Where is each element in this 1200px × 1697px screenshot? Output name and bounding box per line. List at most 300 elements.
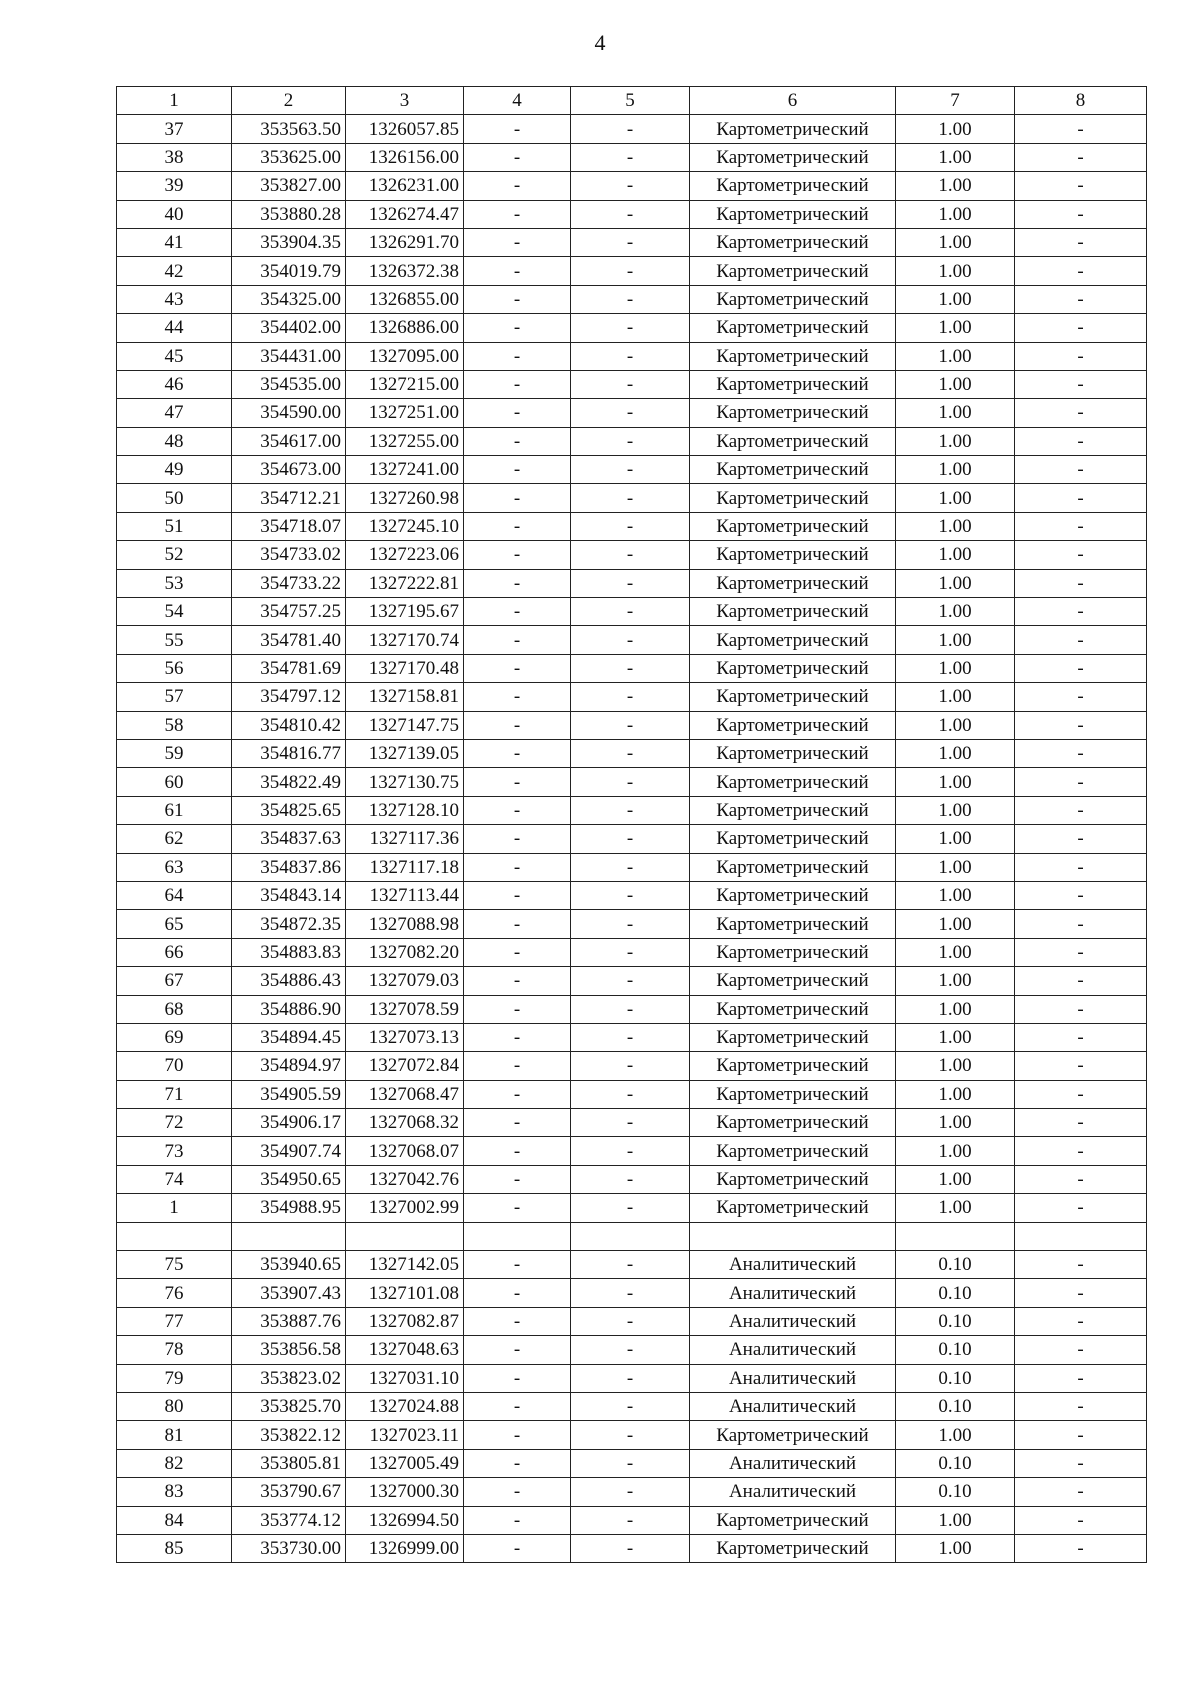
- x-coordinate-cell: 354837.63: [232, 825, 346, 853]
- method-cell: Картометрический: [690, 825, 896, 853]
- x-coordinate-cell: 354781.69: [232, 654, 346, 682]
- column-8-cell: -: [1015, 1194, 1147, 1222]
- table-row: [117, 711, 1147, 739]
- method-cell: Картометрический: [690, 1080, 896, 1108]
- x-coordinate-cell: 354590.00: [232, 399, 346, 427]
- column-8-cell: -: [1015, 484, 1147, 512]
- x-coordinate-cell: 353730.00: [232, 1534, 346, 1562]
- method-cell: Картометрический: [690, 1052, 896, 1080]
- accuracy-cell: 1.00: [896, 427, 1015, 455]
- x-coordinate-cell: 354843.14: [232, 881, 346, 909]
- method-cell: Картометрический: [690, 342, 896, 370]
- y-coordinate-cell: [346, 1222, 464, 1250]
- column-5-cell: -: [571, 1023, 690, 1051]
- x-coordinate-cell: 354019.79: [232, 257, 346, 285]
- x-coordinate-cell: 353827.00: [232, 172, 346, 200]
- column-4-cell: -: [464, 1165, 571, 1193]
- column-8-cell: -: [1015, 1279, 1147, 1307]
- y-coordinate-cell: 1327005.49: [346, 1449, 464, 1477]
- point-number-cell: 59: [117, 739, 232, 767]
- y-coordinate-cell: 1327195.67: [346, 598, 464, 626]
- column-4-cell: -: [464, 910, 571, 938]
- table-row: [117, 626, 1147, 654]
- y-coordinate-cell: 1327068.32: [346, 1109, 464, 1137]
- accuracy-cell: 0.10: [896, 1251, 1015, 1279]
- y-coordinate-cell: 1326291.70: [346, 228, 464, 256]
- method-cell: Аналитический: [690, 1279, 896, 1307]
- table-row: [117, 1251, 1147, 1279]
- point-number-cell: 62: [117, 825, 232, 853]
- accuracy-cell: 1.00: [896, 1194, 1015, 1222]
- point-number-cell: 68: [117, 995, 232, 1023]
- method-cell: Картометрический: [690, 1194, 896, 1222]
- x-coordinate-cell: 354872.35: [232, 910, 346, 938]
- column-8-cell: -: [1015, 796, 1147, 824]
- y-coordinate-cell: 1327113.44: [346, 881, 464, 909]
- column-8-cell: -: [1015, 967, 1147, 995]
- column-4-cell: -: [464, 1478, 571, 1506]
- column-5-cell: -: [571, 768, 690, 796]
- accuracy-cell: 1.00: [896, 598, 1015, 626]
- x-coordinate-cell: 354431.00: [232, 342, 346, 370]
- method-cell: Картометрический: [690, 228, 896, 256]
- column-5-cell: -: [571, 1506, 690, 1534]
- accuracy-cell: [896, 1222, 1015, 1250]
- y-coordinate-cell: 1327147.75: [346, 711, 464, 739]
- column-8-cell: -: [1015, 143, 1147, 171]
- point-number-cell: 79: [117, 1364, 232, 1392]
- accuracy-cell: 1.00: [896, 768, 1015, 796]
- y-coordinate-cell: 1327031.10: [346, 1364, 464, 1392]
- y-coordinate-cell: 1326274.47: [346, 200, 464, 228]
- column-8-cell: -: [1015, 1109, 1147, 1137]
- x-coordinate-cell: 354402.00: [232, 314, 346, 342]
- column-8-cell: -: [1015, 342, 1147, 370]
- accuracy-cell: 1.00: [896, 825, 1015, 853]
- accuracy-cell: 1.00: [896, 739, 1015, 767]
- column-5-cell: -: [571, 1137, 690, 1165]
- column-8-cell: -: [1015, 541, 1147, 569]
- column-8-cell: -: [1015, 995, 1147, 1023]
- column-5-cell: -: [571, 910, 690, 938]
- column-5-cell: -: [571, 399, 690, 427]
- x-coordinate-cell: 353940.65: [232, 1251, 346, 1279]
- column-8-cell: -: [1015, 399, 1147, 427]
- column-8-cell: -: [1015, 314, 1147, 342]
- table-row: [117, 456, 1147, 484]
- table-row: [117, 285, 1147, 313]
- table-row: [117, 427, 1147, 455]
- column-5-cell: -: [571, 115, 690, 143]
- column-4-cell: -: [464, 881, 571, 909]
- column-5-cell: -: [571, 1052, 690, 1080]
- table-row: [117, 938, 1147, 966]
- point-number-cell: 77: [117, 1307, 232, 1335]
- x-coordinate-cell: 354797.12: [232, 683, 346, 711]
- accuracy-cell: 1.00: [896, 796, 1015, 824]
- column-4-cell: -: [464, 1506, 571, 1534]
- table-row: [117, 881, 1147, 909]
- x-coordinate-cell: 354837.86: [232, 853, 346, 881]
- method-cell: Картометрический: [690, 285, 896, 313]
- accuracy-cell: 1.00: [896, 484, 1015, 512]
- column-8-cell: -: [1015, 825, 1147, 853]
- accuracy-cell: 1.00: [896, 853, 1015, 881]
- accuracy-cell: 0.10: [896, 1364, 1015, 1392]
- column-5-cell: -: [571, 739, 690, 767]
- column-8-cell: -: [1015, 1137, 1147, 1165]
- accuracy-cell: 1.00: [896, 1534, 1015, 1562]
- column-4-cell: -: [464, 569, 571, 597]
- column-5-cell: -: [571, 881, 690, 909]
- column-4-cell: -: [464, 399, 571, 427]
- y-coordinate-cell: 1327222.81: [346, 569, 464, 597]
- method-cell: Аналитический: [690, 1449, 896, 1477]
- header-cell-1: 1: [117, 87, 232, 115]
- table-row: [117, 1364, 1147, 1392]
- y-coordinate-cell: 1327260.98: [346, 484, 464, 512]
- column-4-cell: -: [464, 257, 571, 285]
- column-5-cell: -: [571, 796, 690, 824]
- method-cell: Картометрический: [690, 541, 896, 569]
- column-4-cell: -: [464, 1251, 571, 1279]
- column-8-cell: -: [1015, 739, 1147, 767]
- y-coordinate-cell: 1327223.06: [346, 541, 464, 569]
- point-number-cell: 47: [117, 399, 232, 427]
- column-5-cell: -: [571, 484, 690, 512]
- column-5-cell: -: [571, 228, 690, 256]
- method-cell: Картометрический: [690, 456, 896, 484]
- accuracy-cell: 0.10: [896, 1478, 1015, 1506]
- column-5-cell: -: [571, 1421, 690, 1449]
- table-row: [117, 1449, 1147, 1477]
- method-cell: Картометрический: [690, 739, 896, 767]
- table-row: [117, 1392, 1147, 1420]
- x-coordinate-cell: 353563.50: [232, 115, 346, 143]
- method-cell: Картометрический: [690, 569, 896, 597]
- column-8-cell: -: [1015, 512, 1147, 540]
- point-number-cell: 73: [117, 1137, 232, 1165]
- point-number-cell: 60: [117, 768, 232, 796]
- accuracy-cell: 1.00: [896, 399, 1015, 427]
- column-8-cell: -: [1015, 1506, 1147, 1534]
- column-8-cell: -: [1015, 1251, 1147, 1279]
- column-8-cell: -: [1015, 626, 1147, 654]
- method-cell: Картометрический: [690, 200, 896, 228]
- point-number-cell: 84: [117, 1506, 232, 1534]
- column-4-cell: -: [464, 626, 571, 654]
- point-number-cell: 39: [117, 172, 232, 200]
- header-cell-5: 5: [571, 87, 690, 115]
- table-row: [117, 399, 1147, 427]
- column-8-cell: -: [1015, 1449, 1147, 1477]
- y-coordinate-cell: 1327078.59: [346, 995, 464, 1023]
- column-8-cell: -: [1015, 683, 1147, 711]
- column-4-cell: -: [464, 1194, 571, 1222]
- accuracy-cell: 1.00: [896, 1165, 1015, 1193]
- y-coordinate-cell: 1327128.10: [346, 796, 464, 824]
- accuracy-cell: 1.00: [896, 569, 1015, 597]
- table-row: [117, 200, 1147, 228]
- point-number-cell: 69: [117, 1023, 232, 1051]
- column-4-cell: -: [464, 853, 571, 881]
- table-row: [117, 1109, 1147, 1137]
- column-5-cell: -: [571, 200, 690, 228]
- method-cell: Картометрический: [690, 598, 896, 626]
- accuracy-cell: 1.00: [896, 654, 1015, 682]
- y-coordinate-cell: 1327215.00: [346, 370, 464, 398]
- column-8-cell: -: [1015, 768, 1147, 796]
- y-coordinate-cell: 1327170.74: [346, 626, 464, 654]
- x-coordinate-cell: 354905.59: [232, 1080, 346, 1108]
- table-row: [117, 228, 1147, 256]
- column-8-cell: -: [1015, 853, 1147, 881]
- y-coordinate-cell: 1326156.00: [346, 143, 464, 171]
- accuracy-cell: 1.00: [896, 512, 1015, 540]
- y-coordinate-cell: 1327068.07: [346, 1137, 464, 1165]
- column-5-cell: -: [571, 1364, 690, 1392]
- column-4-cell: -: [464, 1137, 571, 1165]
- column-5-cell: -: [571, 1449, 690, 1477]
- table-row: [117, 1279, 1147, 1307]
- column-4-cell: -: [464, 456, 571, 484]
- column-5-cell: -: [571, 1478, 690, 1506]
- point-number-cell: 48: [117, 427, 232, 455]
- column-4-cell: -: [464, 1449, 571, 1477]
- column-8-cell: -: [1015, 200, 1147, 228]
- column-4-cell: -: [464, 938, 571, 966]
- table-row: [117, 512, 1147, 540]
- point-number-cell: 54: [117, 598, 232, 626]
- coordinates-table: [116, 86, 1147, 1563]
- column-5-cell: -: [571, 995, 690, 1023]
- accuracy-cell: 1.00: [896, 257, 1015, 285]
- column-4-cell: -: [464, 1080, 571, 1108]
- point-number-cell: 43: [117, 285, 232, 313]
- page-number: 4: [594, 30, 606, 55]
- y-coordinate-cell: 1326999.00: [346, 1534, 464, 1562]
- method-cell: Картометрический: [690, 115, 896, 143]
- y-coordinate-cell: 1327117.36: [346, 825, 464, 853]
- header-cell-2: 2: [232, 87, 346, 115]
- y-coordinate-cell: 1327158.81: [346, 683, 464, 711]
- point-number-cell: 46: [117, 370, 232, 398]
- accuracy-cell: 1.00: [896, 172, 1015, 200]
- column-5-cell: -: [571, 1251, 690, 1279]
- x-coordinate-cell: 354886.43: [232, 967, 346, 995]
- point-number-cell: 45: [117, 342, 232, 370]
- method-cell: Картометрический: [690, 967, 896, 995]
- table-row: [117, 768, 1147, 796]
- table-header-row: [117, 87, 1147, 115]
- column-5-cell: -: [571, 967, 690, 995]
- accuracy-cell: 1.00: [896, 1421, 1015, 1449]
- column-8-cell: -: [1015, 1080, 1147, 1108]
- accuracy-cell: 1.00: [896, 1080, 1015, 1108]
- y-coordinate-cell: 1327082.87: [346, 1307, 464, 1335]
- point-number-cell: 52: [117, 541, 232, 569]
- accuracy-cell: 1.00: [896, 626, 1015, 654]
- accuracy-cell: 1.00: [896, 1506, 1015, 1534]
- column-5-cell: -: [571, 711, 690, 739]
- table-row: [117, 1222, 1147, 1250]
- point-number-cell: 40: [117, 200, 232, 228]
- method-cell: Аналитический: [690, 1478, 896, 1506]
- point-number-cell: 72: [117, 1109, 232, 1137]
- column-5-cell: -: [571, 1109, 690, 1137]
- column-8-cell: -: [1015, 1165, 1147, 1193]
- y-coordinate-cell: 1326057.85: [346, 115, 464, 143]
- column-5-cell: -: [571, 825, 690, 853]
- table-row: [117, 143, 1147, 171]
- accuracy-cell: 1.00: [896, 1052, 1015, 1080]
- column-8-cell: -: [1015, 1023, 1147, 1051]
- column-4-cell: -: [464, 1109, 571, 1137]
- point-number-cell: 66: [117, 938, 232, 966]
- method-cell: Картометрический: [690, 796, 896, 824]
- method-cell: Картометрический: [690, 143, 896, 171]
- column-4-cell: -: [464, 1364, 571, 1392]
- column-5-cell: -: [571, 427, 690, 455]
- column-4-cell: -: [464, 1421, 571, 1449]
- point-number-cell: 58: [117, 711, 232, 739]
- table-row: [117, 598, 1147, 626]
- y-coordinate-cell: 1327082.20: [346, 938, 464, 966]
- accuracy-cell: 1.00: [896, 1023, 1015, 1051]
- column-4-cell: -: [464, 1279, 571, 1307]
- column-4-cell: -: [464, 654, 571, 682]
- x-coordinate-cell: 353880.28: [232, 200, 346, 228]
- method-cell: Картометрический: [690, 1534, 896, 1562]
- column-8-cell: -: [1015, 115, 1147, 143]
- table-row: [117, 1421, 1147, 1449]
- table-row: [117, 739, 1147, 767]
- x-coordinate-cell: 354757.25: [232, 598, 346, 626]
- column-8-cell: -: [1015, 938, 1147, 966]
- method-cell: Картометрический: [690, 512, 896, 540]
- column-8-cell: -: [1015, 285, 1147, 313]
- method-cell: Картометрический: [690, 711, 896, 739]
- accuracy-cell: 1.00: [896, 115, 1015, 143]
- x-coordinate-cell: 354988.95: [232, 1194, 346, 1222]
- method-cell: Аналитический: [690, 1251, 896, 1279]
- column-5-cell: -: [571, 1080, 690, 1108]
- x-coordinate-cell: 354733.22: [232, 569, 346, 597]
- column-8-cell: -: [1015, 569, 1147, 597]
- point-number-cell: 80: [117, 1392, 232, 1420]
- column-5-cell: -: [571, 654, 690, 682]
- column-5-cell: -: [571, 1534, 690, 1562]
- point-number-cell: 75: [117, 1251, 232, 1279]
- method-cell: Картометрический: [690, 853, 896, 881]
- x-coordinate-cell: 354822.49: [232, 768, 346, 796]
- column-5-cell: -: [571, 853, 690, 881]
- x-coordinate-cell: 354883.83: [232, 938, 346, 966]
- column-5-cell: -: [571, 1392, 690, 1420]
- column-4-cell: -: [464, 1307, 571, 1335]
- x-coordinate-cell: 353907.43: [232, 1279, 346, 1307]
- method-cell: Картометрический: [690, 399, 896, 427]
- accuracy-cell: 1.00: [896, 711, 1015, 739]
- x-coordinate-cell: 353822.12: [232, 1421, 346, 1449]
- point-number-cell: 71: [117, 1080, 232, 1108]
- y-coordinate-cell: 1326886.00: [346, 314, 464, 342]
- method-cell: Картометрический: [690, 768, 896, 796]
- x-coordinate-cell: 353887.76: [232, 1307, 346, 1335]
- table-row: [117, 995, 1147, 1023]
- point-number-cell: 51: [117, 512, 232, 540]
- column-4-cell: -: [464, 228, 571, 256]
- column-8-cell: -: [1015, 172, 1147, 200]
- method-cell: Картометрический: [690, 938, 896, 966]
- table-row: [117, 1080, 1147, 1108]
- x-coordinate-cell: 353825.70: [232, 1392, 346, 1420]
- x-coordinate-cell: 354950.65: [232, 1165, 346, 1193]
- x-coordinate-cell: [232, 1222, 346, 1250]
- column-4-cell: -: [464, 541, 571, 569]
- y-coordinate-cell: 1327042.76: [346, 1165, 464, 1193]
- point-number-cell: 41: [117, 228, 232, 256]
- point-number-cell: 55: [117, 626, 232, 654]
- x-coordinate-cell: 354907.74: [232, 1137, 346, 1165]
- x-coordinate-cell: 353774.12: [232, 1506, 346, 1534]
- column-8-cell: -: [1015, 1478, 1147, 1506]
- x-coordinate-cell: 354733.02: [232, 541, 346, 569]
- x-coordinate-cell: 354816.77: [232, 739, 346, 767]
- column-5-cell: -: [571, 1279, 690, 1307]
- header-cell-7: 7: [896, 87, 1015, 115]
- column-5-cell: -: [571, 172, 690, 200]
- y-coordinate-cell: 1327142.05: [346, 1251, 464, 1279]
- x-coordinate-cell: 353790.67: [232, 1478, 346, 1506]
- column-4-cell: -: [464, 285, 571, 313]
- x-coordinate-cell: 354810.42: [232, 711, 346, 739]
- column-4-cell: -: [464, 711, 571, 739]
- point-number-cell: 78: [117, 1336, 232, 1364]
- accuracy-cell: 0.10: [896, 1449, 1015, 1477]
- y-coordinate-cell: 1327068.47: [346, 1080, 464, 1108]
- y-coordinate-cell: 1327000.30: [346, 1478, 464, 1506]
- column-8-cell: -: [1015, 1052, 1147, 1080]
- table-row: [117, 370, 1147, 398]
- column-4-cell: -: [464, 342, 571, 370]
- point-number-cell: 82: [117, 1449, 232, 1477]
- method-cell: Картометрический: [690, 1023, 896, 1051]
- column-4-cell: -: [464, 200, 571, 228]
- column-4-cell: -: [464, 1052, 571, 1080]
- column-5-cell: -: [571, 1165, 690, 1193]
- accuracy-cell: 1.00: [896, 938, 1015, 966]
- column-4-cell: [464, 1222, 571, 1250]
- point-number-cell: 44: [117, 314, 232, 342]
- method-cell: Картометрический: [690, 1109, 896, 1137]
- accuracy-cell: 1.00: [896, 541, 1015, 569]
- y-coordinate-cell: 1327117.18: [346, 853, 464, 881]
- y-coordinate-cell: 1327023.11: [346, 1421, 464, 1449]
- column-8-cell: -: [1015, 910, 1147, 938]
- column-5-cell: -: [571, 541, 690, 569]
- method-cell: Картометрический: [690, 654, 896, 682]
- y-coordinate-cell: 1327072.84: [346, 1052, 464, 1080]
- column-8-cell: -: [1015, 427, 1147, 455]
- column-8-cell: -: [1015, 1307, 1147, 1335]
- column-4-cell: -: [464, 967, 571, 995]
- y-coordinate-cell: 1327095.00: [346, 342, 464, 370]
- column-8-cell: -: [1015, 257, 1147, 285]
- x-coordinate-cell: 353625.00: [232, 143, 346, 171]
- point-number-cell: 61: [117, 796, 232, 824]
- column-4-cell: -: [464, 512, 571, 540]
